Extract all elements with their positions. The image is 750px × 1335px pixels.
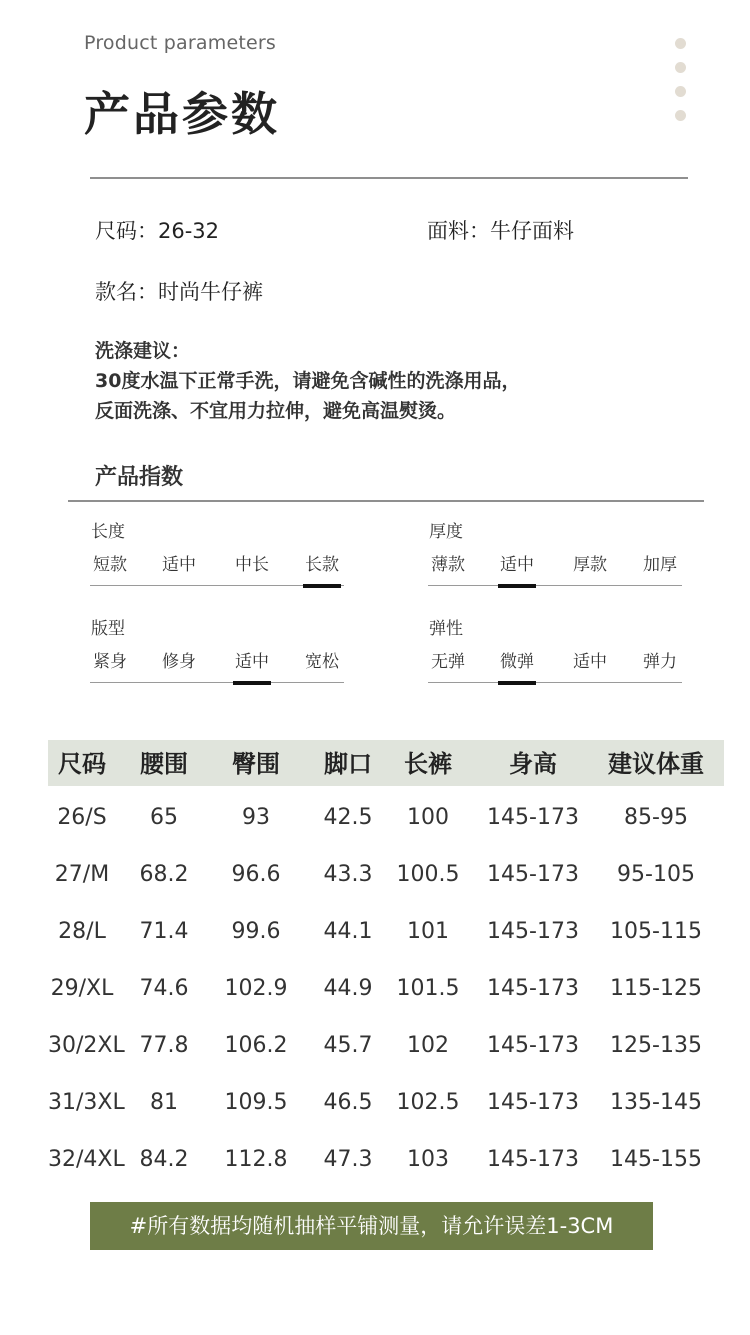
table-row bbox=[48, 843, 724, 900]
wash-heading: 洗涤建议： bbox=[95, 340, 191, 362]
column-header: 腰围 bbox=[140, 750, 188, 778]
table-cell: 145-173 bbox=[487, 1033, 579, 1058]
column-header: 脚口 bbox=[324, 750, 372, 778]
table-cell: 44.9 bbox=[323, 976, 373, 1001]
table-cell: 106.2 bbox=[224, 1033, 288, 1058]
table-cell: 77.8 bbox=[139, 1033, 189, 1058]
scale-option: 紧身 bbox=[93, 652, 127, 672]
measurement-note: #所有数据均随机抽样平铺测量，请允许误差1-3CM bbox=[90, 1202, 653, 1250]
wash-line: 反面洗涤、不宜用力拉伸，避免高温熨烫。 bbox=[95, 400, 457, 422]
table-cell: 30/2XL bbox=[48, 1033, 125, 1058]
table-cell: 102 bbox=[407, 1033, 449, 1058]
scale-selected-marker bbox=[498, 681, 536, 685]
table-cell: 145-173 bbox=[487, 862, 579, 887]
spec-style-name: 款名：时尚牛仔裤 bbox=[95, 280, 263, 304]
spec-fabric: 面料：牛仔面料 bbox=[427, 219, 574, 243]
table-cell: 71.4 bbox=[139, 919, 189, 944]
scale-option: 厚款 bbox=[573, 555, 607, 575]
table-cell: 46.5 bbox=[323, 1090, 373, 1115]
scale-label-length: 长度 bbox=[91, 522, 125, 542]
scale-length bbox=[90, 550, 344, 586]
table-cell: 93 bbox=[242, 805, 270, 830]
column-header: 长裤 bbox=[404, 750, 452, 778]
table-cell: 100.5 bbox=[396, 862, 460, 887]
scale-option: 薄款 bbox=[431, 555, 465, 575]
scale-option: 宽松 bbox=[305, 652, 339, 672]
size-table bbox=[48, 740, 724, 1185]
column-header: 尺码 bbox=[58, 750, 106, 778]
page-title: 产品参数 bbox=[84, 87, 280, 141]
scale-option: 无弹 bbox=[431, 652, 465, 672]
scale-line bbox=[428, 682, 682, 683]
column-header: 臀围 bbox=[232, 750, 280, 778]
scale-elasticity bbox=[428, 647, 682, 683]
table-cell: 145-173 bbox=[487, 805, 579, 830]
table-cell: 102.5 bbox=[396, 1090, 460, 1115]
table-cell: 145-173 bbox=[487, 919, 579, 944]
column-header: 建议体重 bbox=[608, 750, 704, 778]
scale-fit bbox=[90, 647, 344, 683]
table-cell: 115-125 bbox=[610, 976, 702, 1001]
table-row bbox=[48, 1014, 724, 1071]
table-cell: 145-173 bbox=[487, 976, 579, 1001]
table-cell: 65 bbox=[150, 805, 178, 830]
table-cell: 105-115 bbox=[610, 919, 702, 944]
scale-line bbox=[90, 682, 344, 683]
subtitle: Product parameters bbox=[84, 32, 276, 54]
table-cell: 47.3 bbox=[323, 1147, 373, 1172]
divider bbox=[68, 500, 704, 502]
table-cell: 95-105 bbox=[617, 862, 695, 887]
scale-option: 适中 bbox=[573, 652, 607, 672]
wash-line: 30度水温下正常手洗，请避免含碱性的洗涤用品， bbox=[95, 370, 521, 392]
scale-selected-marker bbox=[498, 584, 536, 588]
table-cell: 85-95 bbox=[624, 805, 688, 830]
table-body bbox=[48, 786, 724, 1185]
table-cell: 103 bbox=[407, 1147, 449, 1172]
scale-option: 长款 bbox=[305, 555, 339, 575]
scale-line bbox=[428, 585, 682, 586]
table-cell: 125-135 bbox=[610, 1033, 702, 1058]
table-cell: 42.5 bbox=[323, 805, 373, 830]
scale-option: 适中 bbox=[162, 555, 196, 575]
scale-option: 短款 bbox=[93, 555, 127, 575]
table-cell: 28/L bbox=[58, 919, 106, 944]
table-cell: 101.5 bbox=[396, 976, 460, 1001]
table-cell: 84.2 bbox=[139, 1147, 189, 1172]
table-cell: 135-145 bbox=[610, 1090, 702, 1115]
table-cell: 43.3 bbox=[323, 862, 373, 887]
table-header bbox=[48, 740, 724, 786]
table-cell: 145-155 bbox=[610, 1147, 702, 1172]
scale-option: 中长 bbox=[235, 555, 269, 575]
table-cell: 29/XL bbox=[50, 976, 114, 1001]
table-cell: 100 bbox=[407, 805, 449, 830]
table-cell: 109.5 bbox=[224, 1090, 288, 1115]
scale-selected-marker bbox=[233, 681, 271, 685]
scale-option: 弹力 bbox=[643, 652, 677, 672]
table-cell: 112.8 bbox=[224, 1147, 288, 1172]
table-cell: 32/4XL bbox=[48, 1147, 125, 1172]
scale-option: 微弹 bbox=[500, 652, 534, 672]
table-cell: 99.6 bbox=[231, 919, 281, 944]
table-cell: 145-173 bbox=[487, 1147, 579, 1172]
index-title: 产品指数 bbox=[95, 465, 184, 490]
table-cell: 68.2 bbox=[139, 862, 189, 887]
table-cell: 45.7 bbox=[323, 1033, 373, 1058]
spec-size: 尺码：26-32 bbox=[95, 219, 220, 243]
dot-icon bbox=[675, 38, 686, 49]
table-cell: 102.9 bbox=[224, 976, 288, 1001]
table-cell: 96.6 bbox=[231, 862, 281, 887]
table-cell: 26/S bbox=[57, 805, 107, 830]
scale-label-fit: 版型 bbox=[91, 619, 125, 639]
scale-thickness bbox=[428, 550, 682, 586]
table-row bbox=[48, 1071, 724, 1128]
scale-option: 适中 bbox=[500, 555, 534, 575]
scale-option: 修身 bbox=[162, 652, 196, 672]
table-cell: 27/M bbox=[54, 862, 110, 887]
table-row bbox=[48, 957, 724, 1014]
dot-icon bbox=[675, 62, 686, 73]
table-row bbox=[48, 1128, 724, 1185]
scale-label-thickness: 厚度 bbox=[429, 522, 463, 542]
table-row bbox=[48, 786, 724, 843]
scale-option: 适中 bbox=[235, 652, 269, 672]
dot-icon bbox=[675, 86, 686, 97]
wash-advice bbox=[95, 336, 520, 426]
decorative-dots bbox=[675, 38, 689, 134]
table-cell: 145-173 bbox=[487, 1090, 579, 1115]
table-cell: 31/3XL bbox=[48, 1090, 125, 1115]
scale-label-elasticity: 弹性 bbox=[429, 619, 463, 639]
scale-selected-marker bbox=[303, 584, 341, 588]
divider bbox=[90, 177, 688, 179]
column-header: 身高 bbox=[509, 750, 557, 778]
table-cell: 74.6 bbox=[139, 976, 189, 1001]
dot-icon bbox=[675, 110, 686, 121]
table-cell: 44.1 bbox=[323, 919, 373, 944]
scale-option: 加厚 bbox=[643, 555, 677, 575]
table-cell: 81 bbox=[150, 1090, 178, 1115]
table-cell: 101 bbox=[407, 919, 449, 944]
table-row bbox=[48, 900, 724, 957]
